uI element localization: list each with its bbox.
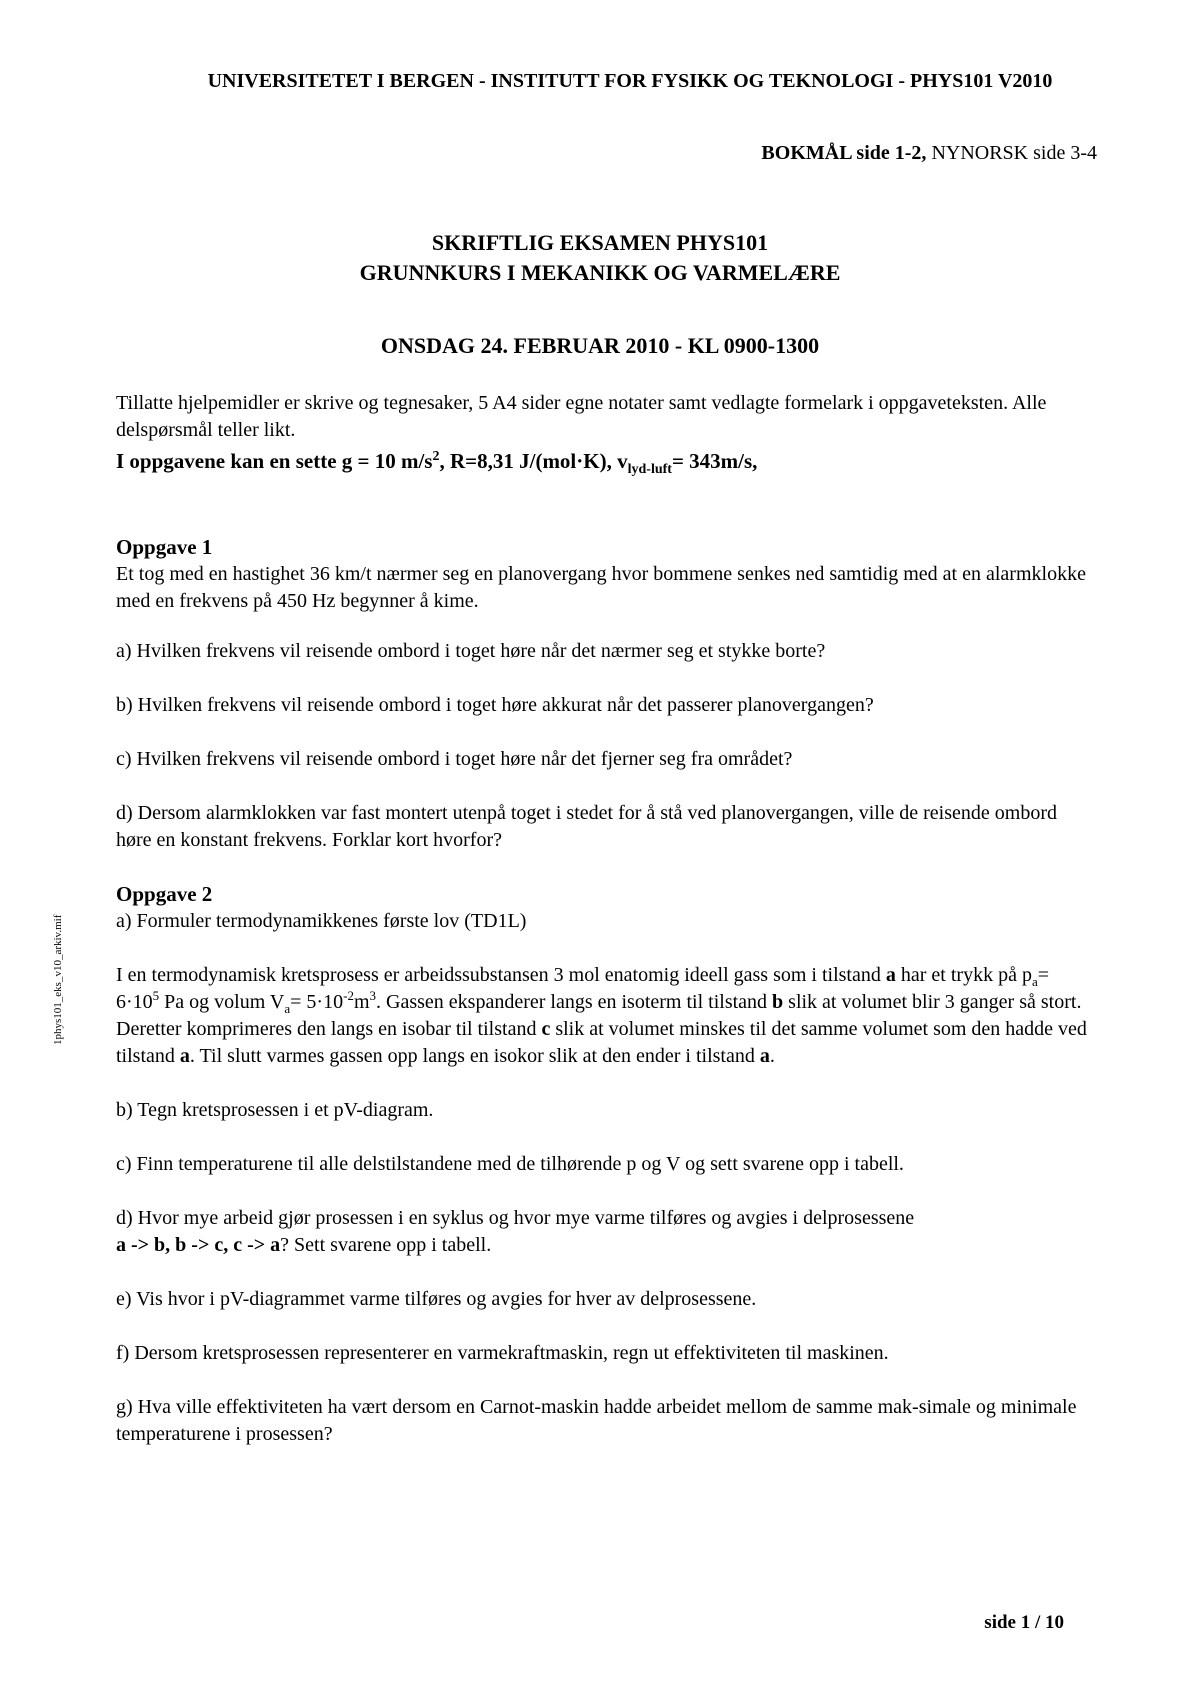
task1-question-b: b) Hvilken frekvens vil reisende ombord i toget høre akkurat når det passerer planovergangen? xyxy=(116,694,874,716)
task2-process-description: I en termodynamisk kretsprosess er arbeidssubstansen 3 mol enatomig ideell gass som i tilstand a har et trykk på $p_a= 6\cdot 10^5$ Pa og volum $V_a= 5\cdot 10^{-2}m^3$. Gassen ekspanderer langs en isoterm til tilstand b slik at volumet blir 3 ganger så stort. Deretter komprimeres den langs en isobar til tilstand c slik at volumet minskes til det samme volumet som den hadde ved tilstand a. Til slutt varmes gassen opp langs en isokor slik at den ender i tilstand a. xyxy=(116,964,1087,1067)
header-title: UNIVERSITETET I BERGEN - INSTITUTT FOR FYSIKK OG TEKNOLOGI - PHYS101 V2010 xyxy=(207,70,1053,92)
page-number: side 1 / 10 xyxy=(984,1612,1064,1633)
task1-question-a: a) Hvilken frekvens vil reisende ombord i toget høre når det nærmer seg et stykke borte? xyxy=(116,640,826,662)
constants-subscript: lyd-luft xyxy=(627,462,672,477)
task2-question-d: d) Hvor mye arbeid gjør prosessen i en syklus og hvor mye varme tilføres og avgies i delprosessene a -> b, b -> c, c -> a? Sett svarene opp i tabell. xyxy=(116,1207,915,1256)
exam-title-line2: GRUNNKURS I MEKANIKK OG VARMELÆRE xyxy=(359,260,841,285)
exam-title xyxy=(0,228,1200,288)
task2-question-g: g) Hva ville effektiviteten ha vært dersom en Carnot-maskin hadde arbeidet mellom de samme mak-simale og minimale temperaturene i prosessen? xyxy=(116,1396,1077,1445)
constants-g-exponent: 2 xyxy=(432,449,440,464)
task2-heading: Oppgave 2 xyxy=(116,882,213,906)
task2-question-a: a) Formuler termodynamikkenes første lov (TD1L) xyxy=(116,910,527,932)
task1-question-d: d) Dersom alarmklokken var fast montert utenpå toget i stedet for å stå ved planovergangen, ville de reisende ombord høre en konstant frekvens. Forklar kort hvorfor? xyxy=(116,802,1057,851)
language-note xyxy=(761,142,1097,165)
task2-question-f: f) Dersom kretsprosessen representerer en varmekraftmaskin, regn ut effektiviteten til maskinen. xyxy=(116,1342,889,1364)
task2-question-b: b) Tegn kretsprosessen i et pV-diagram. xyxy=(116,1099,434,1121)
constants-mid: , R=8,31 J/(mol·K), v xyxy=(439,449,628,473)
constants-prefix: I oppgavene kan en sette g = 10 m/s xyxy=(116,449,433,473)
language-note-nynorsk: NYNORSK side 3-4 xyxy=(931,142,1097,164)
task1-question-c: c) Hvilken frekvens vil reisende ombord i toget høre når det fjerner seg fra området? xyxy=(116,748,793,770)
page-header xyxy=(0,70,1200,93)
constants-suffix: = 343m/s, xyxy=(671,449,758,473)
language-note-bokmal: BOKMÅL side 1-2, xyxy=(761,142,927,164)
allowed-aids: Tillatte hjelpemidler er skrive og tegnesaker, 5 A4 sider egne notater samt vedlagte formelark i oppgaveteksten. Alle delspørsmål teller likt. xyxy=(116,392,1047,441)
constants-line xyxy=(116,448,1096,475)
task1-intro: Et tog med en hastighet 36 km/t nærmer seg en planovergang hvor bommene senkes ned samtidig med at en alarmklokke med en frekvens på 450 Hz begynner å kime. xyxy=(116,563,1086,612)
exam-body xyxy=(116,390,1096,1448)
task2-question-c: c) Finn temperaturene til alle delstilstandene med de tilhørende p og V og sett svarene opp i tabell. xyxy=(116,1153,904,1175)
file-label: 1phys101_eks_v10_arkiv.mif xyxy=(52,914,64,1045)
task2-question-e: e) Vis hvor i pV-diagrammet varme tilføres og avgies for hver av delprosessene. xyxy=(116,1288,757,1310)
task1-heading: Oppgave 1 xyxy=(116,535,213,559)
exam-title-line1: SKRIFTLIG EKSAMEN PHYS101 xyxy=(431,230,769,255)
exam-date: ONSDAG 24. FEBRUAR 2010 - KL 0900-1300 xyxy=(380,333,820,358)
